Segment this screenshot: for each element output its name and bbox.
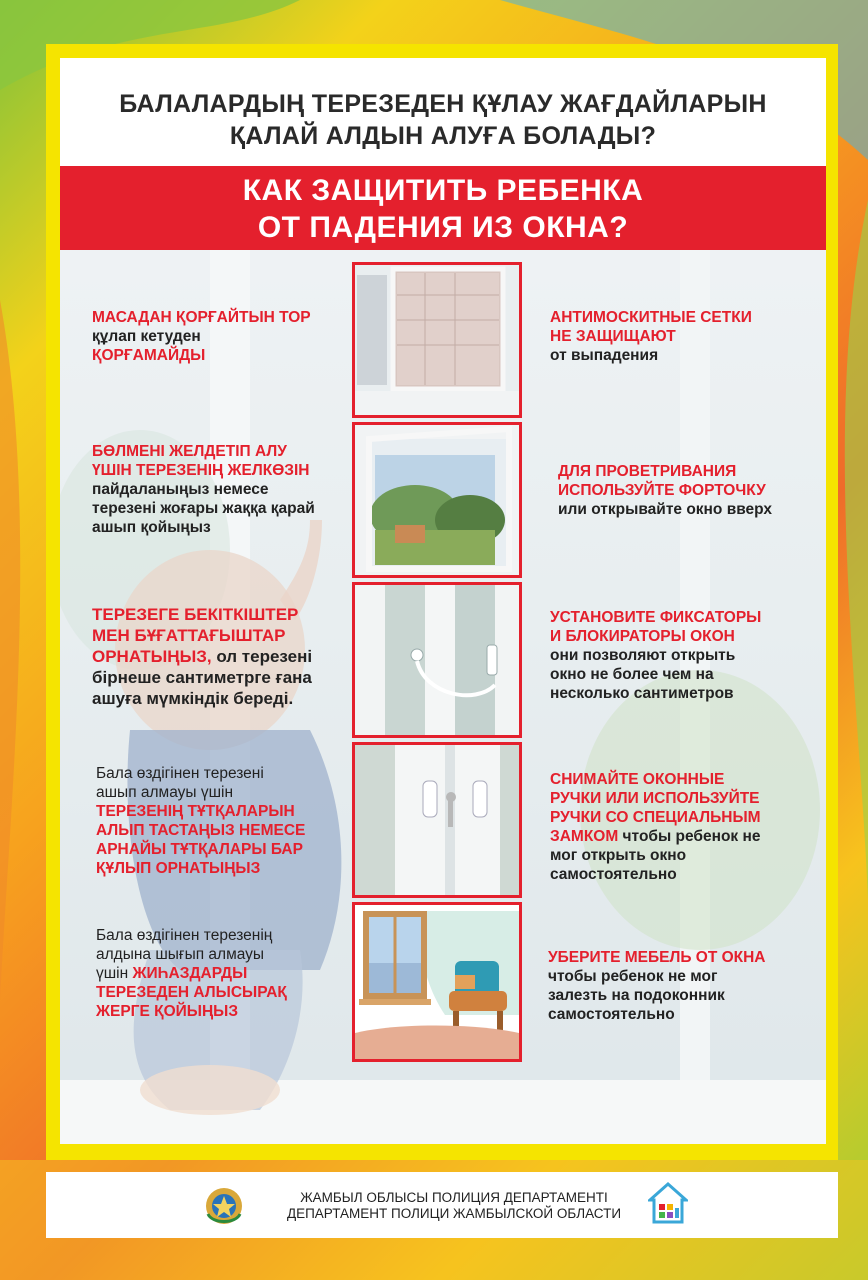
- tip-1-kz: МАСАДАН ҚОРҒАЙТЫН ТОР құлап кетуден ҚОРҒАМАЙДЫ: [92, 309, 311, 364]
- panel-furniture: [352, 902, 522, 1062]
- furniture-room-image: [355, 905, 519, 1059]
- panel-mosquito-net: [352, 262, 522, 418]
- tip-3-kz: ТЕРЕЗЕГЕ БЕКІТКІШТЕР МЕН БҰҒАТТАҒЫШТАР ОРНАТЫҢЫЗ, ол терезені бірнеше сантиметрге ғана ашуға мүмкіндік береді.: [92, 605, 313, 708]
- handle-lock-image: [355, 745, 519, 895]
- footer: [46, 1172, 838, 1238]
- tip-5-ru: УБЕРИТЕ МЕБЕЛЬ ОТ ОКНА чтобы ребенок не мог залезть на подоконник самостоятельно: [548, 949, 766, 1023]
- window-lock-image: [355, 585, 519, 735]
- title-kz: БАЛАЛАРДЫҢ ТЕРЕЗЕДЕН ҚҰЛАУ ЖАҒДАЙЛАРЫН ҚАЛАЙ АЛДЫН АЛУҒА БОЛАДЫ?: [119, 90, 767, 150]
- tip-4-kz: Бала өздігінен терезені ашып алмауы үшін ТЕРЕЗЕНІҢ ТҰТҚАЛАРЫН АЛЫП ТАСТАҢЫЗ НЕМЕСЕ АРНАЙЫ ТҰТҚАЛАРЫ БАР ҚҰЛЫП ОРНАТЫҢЫЗ: [96, 765, 306, 877]
- mosquito-net-window-image: [355, 265, 519, 415]
- panel-tilt-window: [352, 422, 522, 578]
- tip-2-ru: ДЛЯ ПРОВЕТРИВАНИЯ ИСПОЛЬЗУЙТЕ ФОРТОЧКУ или открывайте окно вверх: [558, 463, 773, 518]
- tip-5-kz: Бала өздігінен терезенің алдына шығып алмауы үшін ЖИҺАЗДАРДЫ ТЕРЕЗЕДЕН АЛЫСЫРАҚ ЖЕРГЕ ҚОЙЫҢЫЗ: [96, 927, 287, 1020]
- poster: [60, 58, 826, 1144]
- panel-window-lock: [352, 582, 522, 738]
- title-ru: КАК ЗАЩИТИТЬ РЕБЕНКА ОТ ПАДЕНИЯ ИЗ ОКНА?: [242, 174, 644, 244]
- tip-1-ru: АНТИМОСКИТНЫЕ СЕТКИ НЕ ЗАЩИЩАЮТ от выпадения: [550, 309, 752, 364]
- tip-2-kz: БӨЛМЕНІ ЖЕЛДЕТІП АЛУ ҮШІН ТЕРЕЗЕНІҢ ЖЕЛКӨЗІН пайдаланыңыз немесе терезені жоғары жаққа қарай ашып қойыңыз: [92, 443, 315, 536]
- police-emblem-icon: [204, 1184, 244, 1228]
- house-logo-icon: [648, 1182, 688, 1226]
- tip-4-ru: СНИМАЙТЕ ОКОННЫЕ РУЧКИ ИЛИ ИСПОЛЬЗУЙТЕ РУЧКИ СО СПЕЦИАЛЬНЫМ ЗАМКОМ чтобы ребенок не мог открыть окно самостоятельно: [550, 771, 761, 883]
- tilt-window-image: [355, 425, 519, 575]
- footer-text: ЖАМБЫЛ ОБЛЫСЫ ПОЛИЦИЯ ДЕПАРТАМЕНТІ ДЕПАРТАМЕНТ ПОЛИЦИ ЖАМБЫЛСКОЙ ОБЛАСТИ: [286, 1190, 622, 1221]
- panel-handle-lock: [352, 742, 522, 898]
- tip-3-ru: УСТАНОВИТЕ ФИКСАТОРЫ И БЛОКИРАТОРЫ ОКОН они позволяют открыть окно не более чем на несколько сантиметров: [550, 609, 762, 702]
